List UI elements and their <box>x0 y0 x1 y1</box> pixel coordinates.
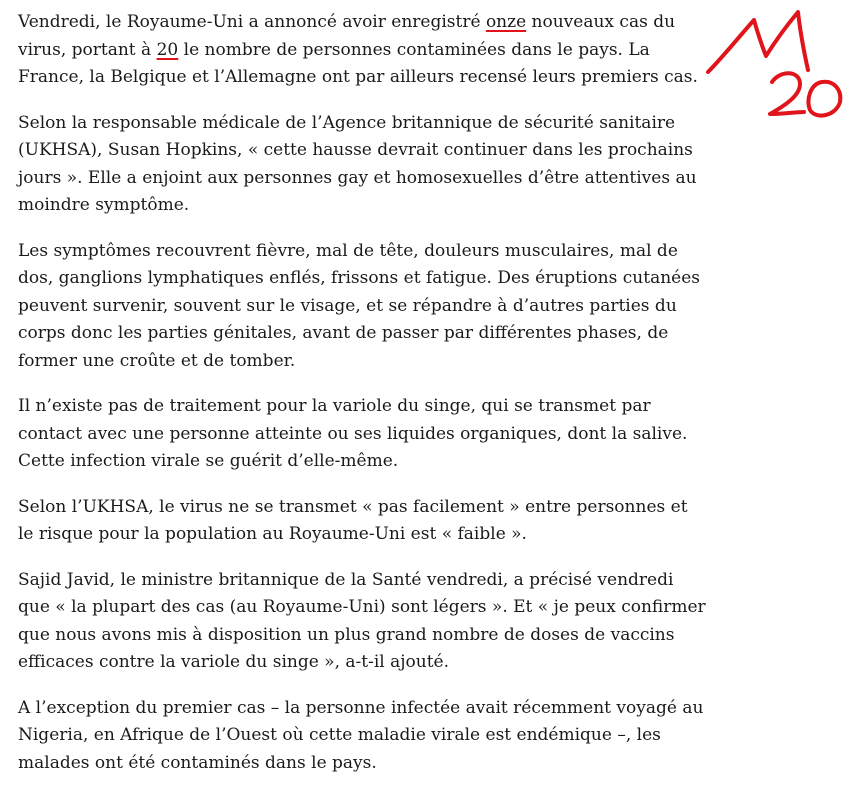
paragraph-1 <box>18 9 708 92</box>
paragraph-1-middle: nouveaux cas du virus, portant à <box>18 12 676 60</box>
paragraph-6: Sajid Javid, le ministre britannique de la Santé vendredi, a précisé vendredi que « la plupart des cas (au Royaume-Uni) sont légers ». Et « je peux confirmer que nous avons mis à disposition un plus grand nombre de doses de vaccins efficaces contre la variole du singe », a-t-il ajouté. <box>18 569 706 672</box>
paragraph-1-start: Vendredi, le Royaume-Uni a annoncé avoir enregistré <box>18 12 486 32</box>
paragraph-7: A l’exception du premier cas – la personne infectée avait récemment voyagé au Nigeria, en Afrique de l’Ouest où cette maladie virale est endémique –, les malades ont été contaminés dans le pays. <box>18 697 704 773</box>
handwritten-annotation <box>700 0 844 140</box>
paragraph-2: Selon la responsable médicale de l’Agence britannique de sécurité sanitaire (UKHSA), Susan Hopkins, « cette hausse devrait continuer dans les prochains jours ». Elle a enjoint aux personnes gay et homosexuelles d’être attentives au moindre symptôme. <box>18 112 697 215</box>
article-body <box>18 9 708 795</box>
paragraph-5: Selon l’UKHSA, le virus ne se transmet « pas facilement » entre personnes et le risque pour la population au Royaume-Uni est « faible ». <box>18 496 688 544</box>
paragraph-1-end: le nombre de personnes contaminées dans le pays. La France, la Belgique et l’Allemagne ont par ailleurs recensé leurs premiers cas. <box>18 39 698 87</box>
handwritten-digit-0 <box>809 82 841 116</box>
underlined-number-20: 20 <box>156 39 179 60</box>
handwritten-stroke-11 <box>708 12 808 72</box>
paragraph-3: Les symptômes recouvrent fièvre, mal de tête, douleurs musculaires, mal de dos, ganglions lymphatiques enflés, frissons et fatigue. Des éruptions cutanées peuvent survenir, souvent sur le visage, et se répandre à d’autres parties du corps donc les parties génitales, avant de passer par différentes phases, de former une croûte et de tomber. <box>18 240 700 371</box>
handwritten-digit-2 <box>770 73 804 114</box>
paragraph-4: Il n’existe pas de traitement pour la variole du singe, qui se transmet par contact avec une personne atteinte ou ses liquides organiques, dont la salive. Cette infection virale se guérit d’elle-même. <box>18 396 688 471</box>
underlined-word-onze: onze <box>485 12 527 32</box>
